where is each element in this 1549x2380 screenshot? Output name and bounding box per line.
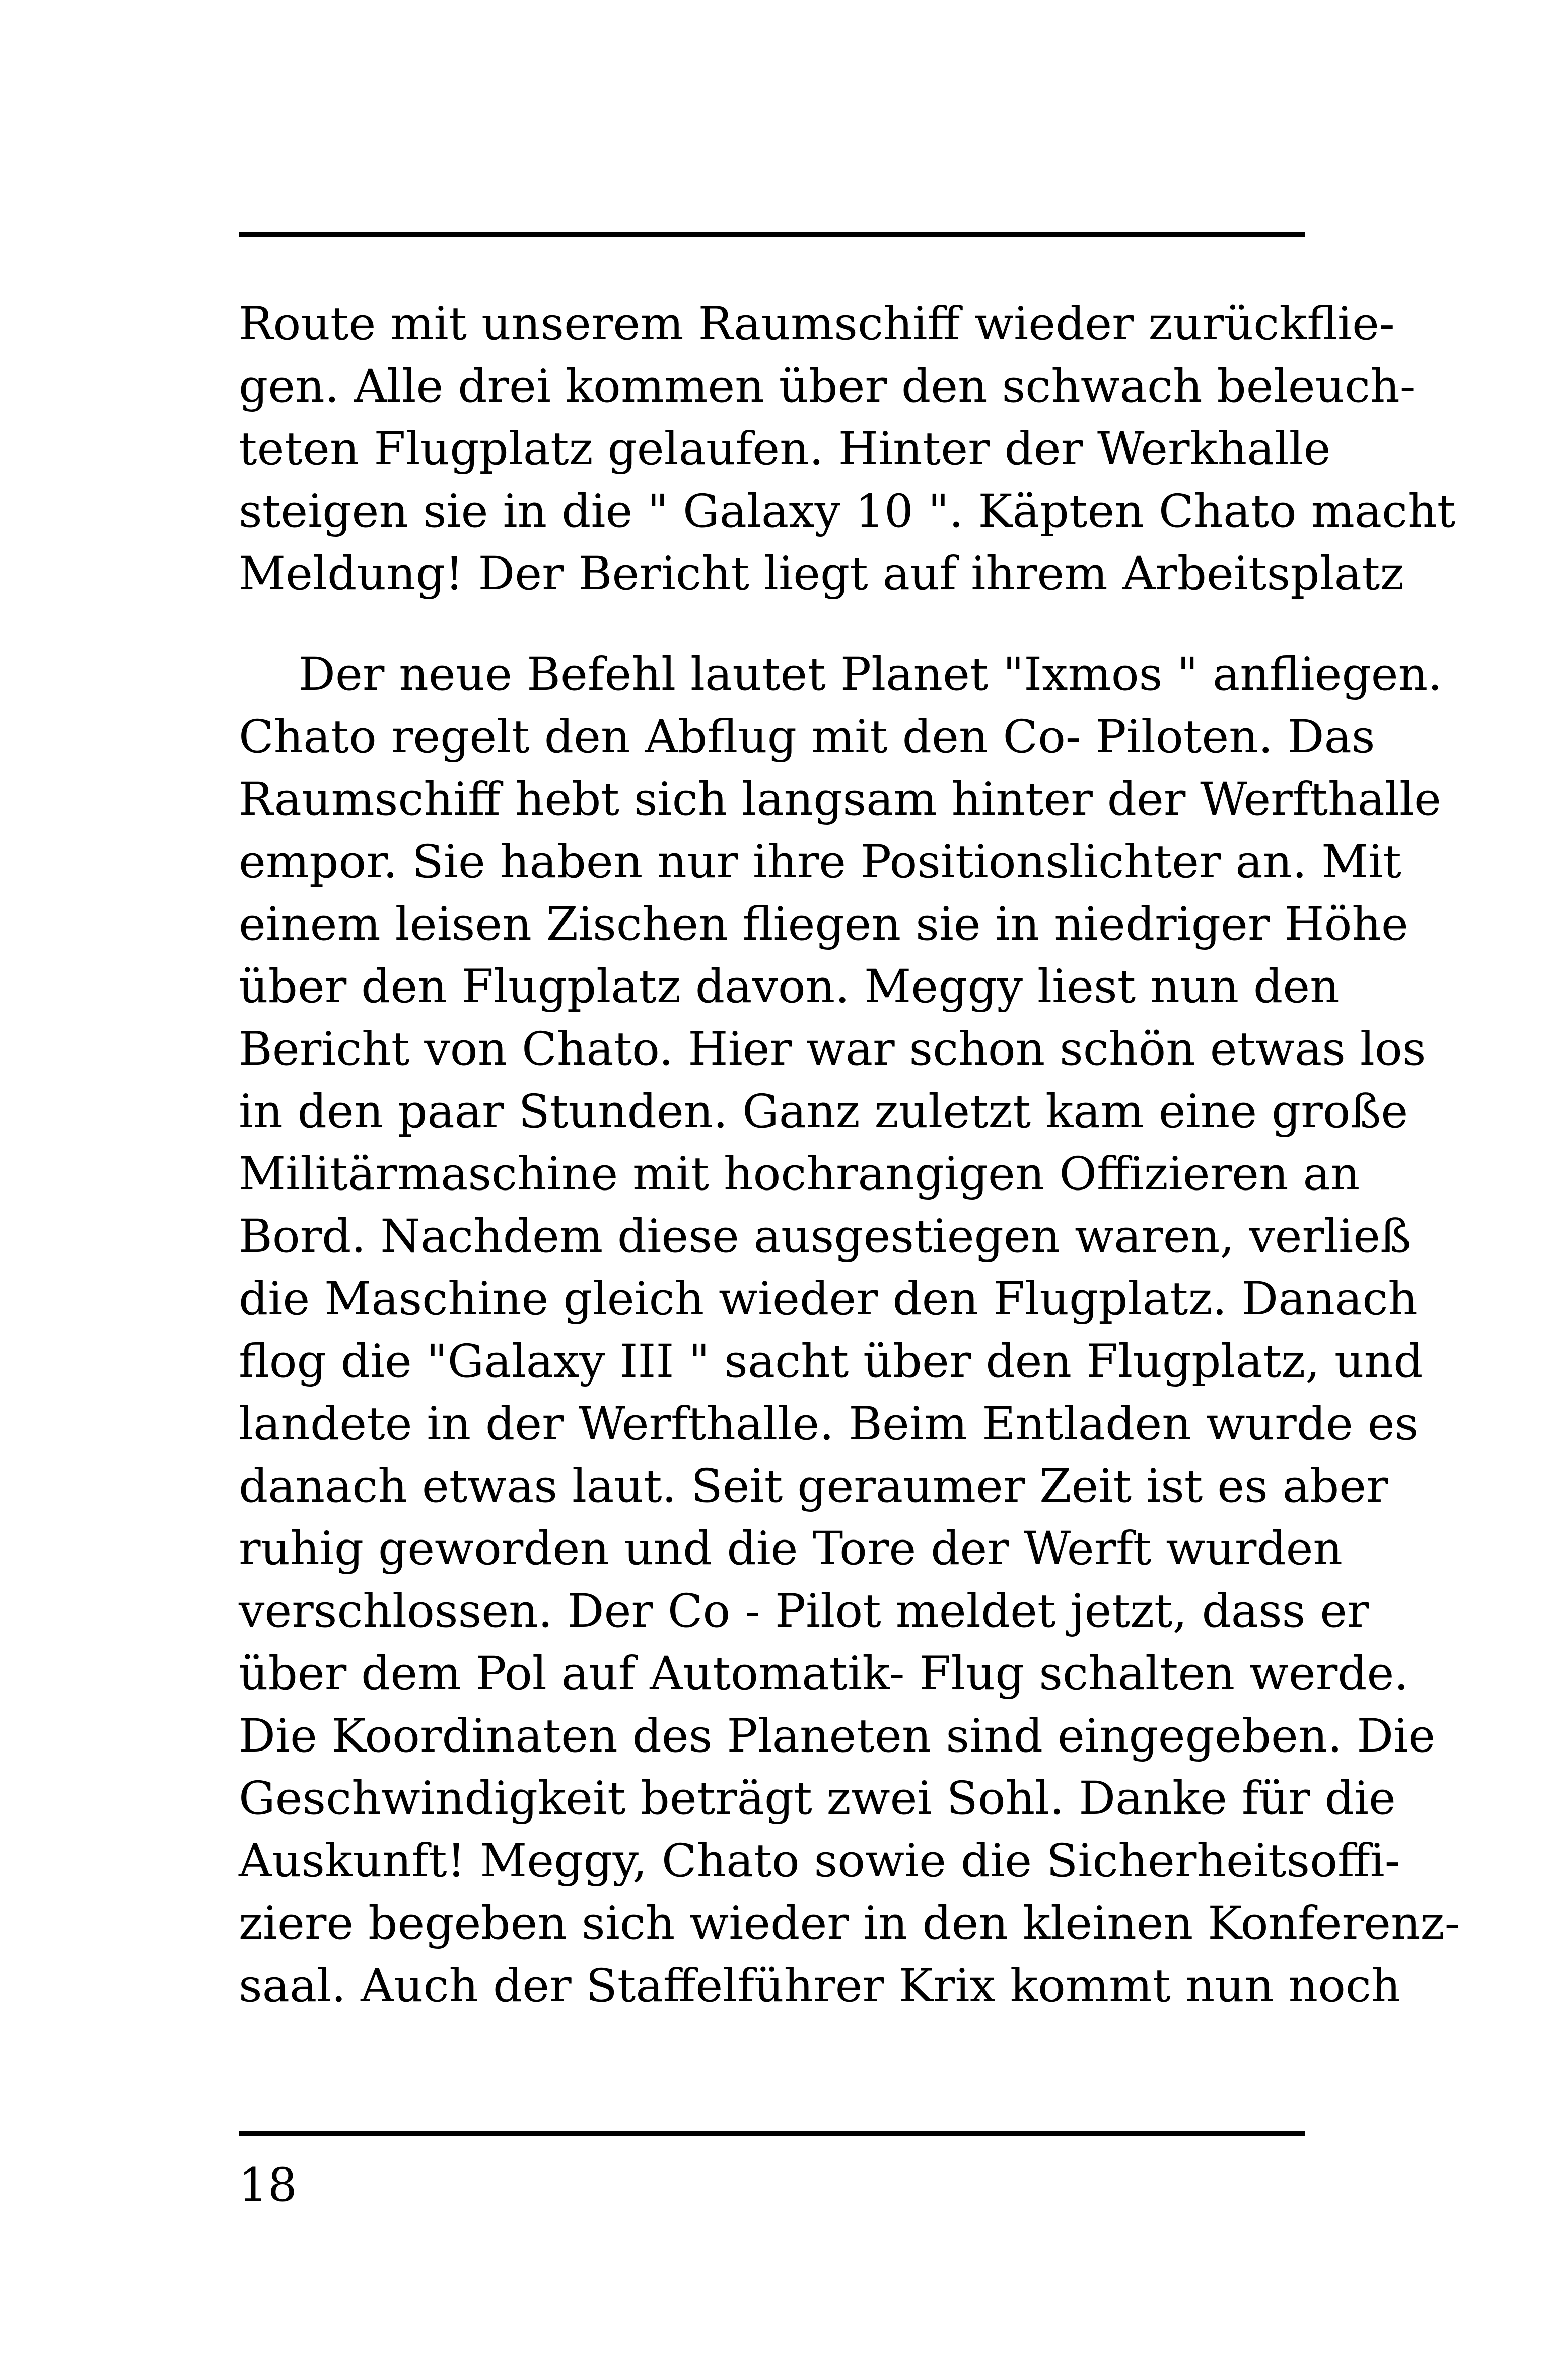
text-line: Raumschiff hebt sich langsam hinter der Werfthalle: [239, 773, 1441, 826]
text-line: steigen sie in die " Galaxy 10 ". Käpten Chato macht: [239, 485, 1456, 538]
text-line: flog die "Galaxy III " sacht über den Flugplatz, und: [239, 1335, 1423, 1388]
text-line: Geschwindigkeit beträgt zwei Sohl. Danke für die: [239, 1772, 1396, 1825]
text-line: gen. Alle drei kommen über den schwach beleuch-: [239, 360, 1416, 413]
text-line: über dem Pol auf Automatik- Flug schalten werde.: [239, 1647, 1409, 1700]
text-line: Der neue Befehl lautet Planet "Ixmos " anfliegen.: [299, 648, 1443, 701]
text-line: ziere begeben sich wieder in den kleinen Konferenz-: [239, 1897, 1460, 1950]
text-line: Auskunft! Meggy, Chato sowie die Sicherheitsoffi-: [239, 1835, 1400, 1887]
text-line: die Maschine gleich wieder den Flugplatz. Danach: [239, 1273, 1418, 1325]
text-line: einem leisen Zischen fliegen sie in niedriger Höhe: [239, 898, 1409, 951]
text-line: Die Koordinaten des Planeten sind eingegeben. Die: [239, 1710, 1436, 1763]
paragraph-2: [239, 644, 1460, 2017]
text-line: über den Flugplatz davon. Meggy liest nun den: [239, 960, 1340, 1013]
text-line: landete in der Werfthalle. Beim Entladen wurde es: [239, 1397, 1419, 1450]
page-number: 18: [239, 2159, 297, 2212]
text-line: Meldung! Der Bericht liegt auf ihrem Arbeitsplatz: [239, 547, 1404, 600]
text-line: ruhig geworden und die Tore der Werft wurden: [239, 1522, 1343, 1575]
text-line: in den paar Stunden. Ganz zuletzt kam eine große: [239, 1085, 1409, 1138]
text-line: Chato regelt den Abflug mit den Co- Piloten. Das: [239, 711, 1375, 763]
text-line: verschlossen. Der Co - Pilot meldet jetzt, dass er: [239, 1585, 1369, 1638]
text-line: Bericht von Chato. Hier war schon schön etwas los: [239, 1023, 1426, 1076]
text-line: danach etwas laut. Seit geraumer Zeit ist es aber: [239, 1460, 1388, 1513]
paragraph-1: [239, 293, 1456, 605]
text-line: teten Flugplatz gelaufen. Hinter der Werkhalle: [239, 423, 1331, 475]
top-rule: [239, 232, 1305, 237]
text-line: Bord. Nachdem diese ausgestiegen waren, verließ: [239, 1210, 1411, 1263]
text-line: Route mit unserem Raumschiff wieder zurückflie-: [239, 298, 1395, 351]
text-line: Militärmaschine mit hochrangigen Offizieren an: [239, 1148, 1360, 1201]
text-line: empor. Sie haben nur ihre Positionslichter an. Mit: [239, 835, 1401, 888]
bottom-rule: [239, 2131, 1305, 2136]
text-line: saal. Auch der Staffelführer Krix kommt nun noch: [239, 1959, 1401, 2012]
